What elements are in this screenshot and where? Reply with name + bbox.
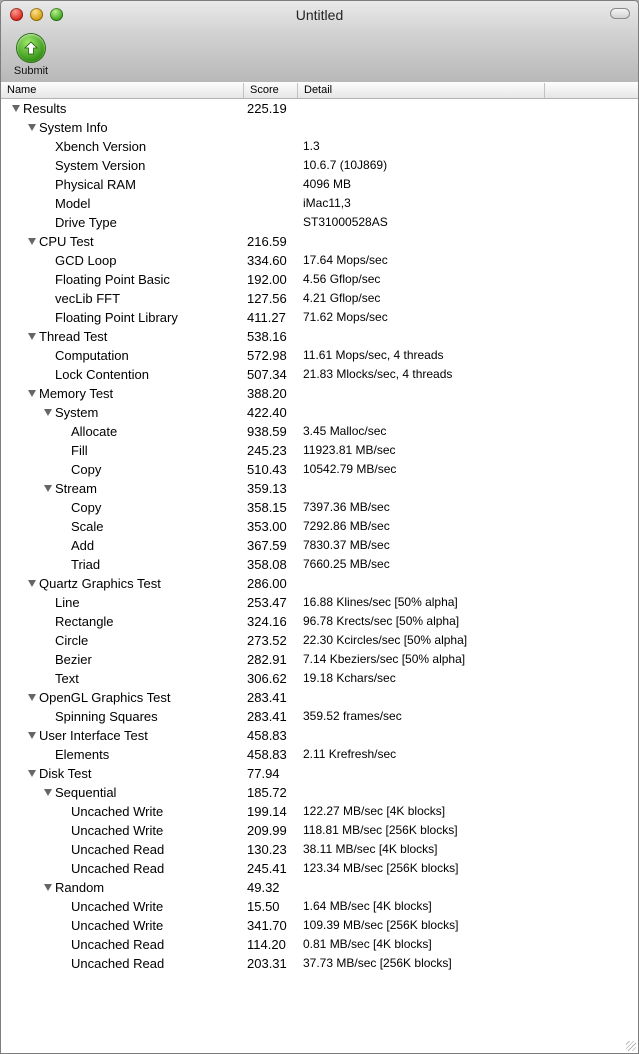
row-name: System Info: [39, 120, 108, 135]
row-name: Floating Point Basic: [55, 272, 170, 287]
row-score: 422.40: [247, 405, 287, 420]
table-row[interactable]: [1, 498, 623, 517]
row-score: 334.60: [247, 253, 287, 268]
row-name: Thread Test: [39, 329, 108, 344]
row-detail: 10.6.7 (10J869): [303, 158, 388, 172]
row-score: 77.94: [247, 766, 280, 781]
row-score: 15.50: [247, 899, 280, 914]
row-name: Bezier: [55, 652, 92, 667]
table-row[interactable]: [1, 878, 623, 897]
row-score: 411.27: [247, 310, 286, 325]
table-row[interactable]: [1, 612, 623, 631]
table-row[interactable]: [1, 593, 623, 612]
row-score: 938.59: [247, 424, 287, 439]
row-detail: 11.61 Mops/sec, 4 threads: [303, 348, 444, 362]
row-score: 359.13: [247, 481, 287, 496]
row-detail: 4.21 Gflop/sec: [303, 291, 381, 305]
row-name: Drive Type: [55, 215, 117, 230]
scroll-area-edge: [623, 99, 638, 1053]
row-detail: 19.18 Kchars/sec: [303, 671, 396, 685]
disclosure-triangle-icon[interactable]: [28, 238, 36, 245]
row-detail: 22.30 Kcircles/sec [50% alpha]: [303, 633, 468, 647]
row-score: 324.16: [247, 614, 287, 629]
table-row[interactable]: [1, 821, 623, 840]
row-detail: 123.34 MB/sec [256K blocks]: [303, 861, 459, 875]
table-row[interactable]: [1, 403, 623, 422]
row-name: User Interface Test: [39, 728, 148, 743]
row-name: Floating Point Library: [55, 310, 178, 325]
window-title: Untitled: [295, 7, 344, 23]
row-detail: 96.78 Krects/sec [50% alpha]: [303, 614, 460, 628]
row-name: Spinning Squares: [55, 709, 158, 724]
row-detail: 1.3: [303, 139, 320, 153]
table-row[interactable]: [1, 726, 623, 745]
row-score: 388.20: [247, 386, 287, 401]
table-row[interactable]: [1, 631, 623, 650]
table-row[interactable]: [1, 802, 623, 821]
row-score: 209.99: [247, 823, 287, 838]
resize-grip-icon[interactable]: [626, 1041, 636, 1051]
column-header-detail-label: Detail: [304, 84, 333, 96]
disclosure-triangle-icon[interactable]: [44, 789, 52, 796]
row-name: Disk Test: [39, 766, 92, 781]
row-detail: 7397.36 MB/sec: [303, 500, 390, 514]
row-score: 283.41: [247, 709, 287, 724]
disclosure-triangle-icon[interactable]: [28, 732, 36, 739]
row-score: 367.59: [247, 538, 287, 553]
row-name: Allocate: [71, 424, 118, 439]
row-score: 114.20: [247, 937, 286, 952]
row-name: Circle: [55, 633, 89, 648]
row-detail: 37.73 MB/sec [256K blocks]: [303, 956, 452, 970]
row-name: Text: [55, 671, 79, 686]
table-row[interactable]: [1, 137, 623, 156]
row-score: 253.47: [247, 595, 287, 610]
row-detail: 0.81 MB/sec [4K blocks]: [303, 937, 432, 951]
table-row[interactable]: [1, 954, 623, 973]
disclosure-triangle-icon[interactable]: [44, 409, 52, 416]
table-row[interactable]: [1, 99, 623, 118]
row-detail: 7292.86 MB/sec: [303, 519, 390, 533]
row-detail: 7.14 Kbeziers/sec [50% alpha]: [303, 652, 466, 666]
table-row[interactable]: [1, 460, 623, 479]
table-row[interactable]: [1, 213, 623, 232]
row-detail: 359.52 frames/sec: [303, 709, 402, 723]
table-row[interactable]: [1, 441, 623, 460]
table-row[interactable]: [1, 422, 623, 441]
row-name: Stream: [55, 481, 97, 496]
disclosure-triangle-icon[interactable]: [28, 694, 36, 701]
column-header-name-label: Name: [7, 84, 37, 96]
row-name: Elements: [55, 747, 110, 762]
row-score: 458.83: [247, 747, 287, 762]
table-row[interactable]: [1, 365, 623, 384]
row-name: vecLib FFT: [55, 291, 121, 306]
submit-button[interactable]: [10, 34, 52, 77]
row-score: 358.15: [247, 500, 287, 515]
disclosure-triangle-icon[interactable]: [44, 884, 52, 891]
row-name: Results: [23, 101, 67, 116]
row-name: Rectangle: [55, 614, 114, 629]
row-detail: 3.45 Malloc/sec: [303, 424, 387, 438]
row-detail: 7830.37 MB/sec: [303, 538, 390, 552]
row-detail: 1.64 MB/sec [4K blocks]: [303, 899, 432, 913]
row-detail: 4096 MB: [303, 177, 352, 191]
row-name: Uncached Read: [71, 861, 165, 876]
row-score: 216.59: [247, 234, 287, 249]
row-name: System: [55, 405, 99, 420]
disclosure-triangle-icon[interactable]: [28, 390, 36, 397]
row-detail: 7660.25 MB/sec: [303, 557, 390, 571]
row-name: Physical RAM: [55, 177, 136, 192]
column-header: [1, 82, 638, 99]
table-row[interactable]: [1, 916, 623, 935]
disclosure-triangle-icon[interactable]: [28, 124, 36, 131]
row-detail: ST31000528AS: [303, 215, 388, 229]
row-detail: 38.11 MB/sec [4K blocks]: [303, 842, 438, 856]
table-row[interactable]: [1, 118, 623, 137]
table-row[interactable]: [1, 536, 623, 555]
disclosure-triangle-icon[interactable]: [28, 770, 36, 777]
table-row[interactable]: [1, 156, 623, 175]
row-name: Xbench Version: [55, 139, 147, 154]
row-score: 341.70: [247, 918, 287, 933]
table-row[interactable]: [1, 707, 623, 726]
row-name: OpenGL Graphics Test: [39, 690, 171, 705]
row-name: Random: [55, 880, 105, 895]
title-bar[interactable]: [1, 1, 638, 83]
table-row[interactable]: [1, 574, 623, 593]
row-name: Add: [71, 538, 95, 553]
row-name: Uncached Write: [71, 918, 164, 933]
row-name: Quartz Graphics Test: [39, 576, 161, 591]
row-score: 458.83: [247, 728, 287, 743]
row-detail: 118.81 MB/sec [256K blocks]: [303, 823, 458, 837]
table-row[interactable]: [1, 669, 623, 688]
table-row[interactable]: [1, 270, 623, 289]
row-score: 245.23: [247, 443, 287, 458]
disclosure-triangle-icon[interactable]: [28, 333, 36, 340]
row-name: Memory Test: [39, 386, 114, 401]
row-score: 225.19: [247, 101, 287, 116]
row-score: 273.52: [247, 633, 287, 648]
row-score: 306.62: [247, 671, 287, 686]
row-score: 199.14: [247, 804, 287, 819]
row-score: 130.23: [247, 842, 287, 857]
column-header-name[interactable]: [1, 83, 244, 98]
row-score: 245.41: [247, 861, 287, 876]
row-detail: 109.39 MB/sec [256K blocks]: [303, 918, 459, 932]
table-row[interactable]: [1, 517, 623, 536]
table-row[interactable]: [1, 384, 623, 403]
row-score: 185.72: [247, 785, 287, 800]
toolbar-toggle-button[interactable]: [610, 8, 630, 19]
column-header-detail[interactable]: [298, 83, 545, 98]
row-detail: 2.11 Krefresh/sec: [303, 747, 397, 761]
row-score: 572.98: [247, 348, 287, 363]
disclosure-triangle-icon[interactable]: [12, 105, 20, 112]
table-row[interactable]: [1, 783, 623, 802]
row-score: 538.16: [247, 329, 287, 344]
table-row[interactable]: [1, 346, 623, 365]
column-header-score[interactable]: [244, 83, 298, 98]
row-detail: iMac11,3: [303, 196, 351, 210]
table-row[interactable]: [1, 859, 623, 878]
row-score: 203.31: [247, 956, 287, 971]
row-name: Uncached Write: [71, 823, 164, 838]
row-detail: 21.83 Mlocks/sec, 4 threads: [303, 367, 453, 381]
row-score: 283.41: [247, 690, 287, 705]
row-name: Uncached Write: [71, 899, 164, 914]
table-row[interactable]: [1, 897, 623, 916]
row-name: Uncached Read: [71, 956, 165, 971]
row-score: 127.56: [247, 291, 287, 306]
row-score: 358.08: [247, 557, 287, 572]
column-header-score-label: Score: [250, 84, 279, 96]
row-name: Fill: [71, 443, 88, 458]
table-row[interactable]: [1, 650, 623, 669]
row-name: Uncached Write: [71, 804, 164, 819]
table-row[interactable]: [1, 764, 623, 783]
row-detail: 11923.81 MB/sec: [303, 443, 396, 457]
row-detail: 17.64 Mops/sec: [303, 253, 388, 267]
row-score: 353.00: [247, 519, 287, 534]
table-row[interactable]: [1, 745, 623, 764]
table-row[interactable]: [1, 688, 623, 707]
table-row[interactable]: [1, 232, 623, 251]
table-row[interactable]: [1, 194, 623, 213]
row-score: 507.34: [247, 367, 287, 382]
row-score: 282.91: [247, 652, 287, 667]
row-score: 510.43: [247, 462, 287, 477]
table-row[interactable]: [1, 251, 623, 270]
row-score: 286.00: [247, 576, 287, 591]
table-row[interactable]: [1, 308, 623, 327]
row-name: Uncached Read: [71, 842, 165, 857]
row-name: Scale: [71, 519, 104, 534]
row-name: Copy: [71, 462, 102, 477]
row-score: 192.00: [247, 272, 287, 287]
row-name: Uncached Read: [71, 937, 165, 952]
row-name: GCD Loop: [55, 253, 117, 268]
submit-arrow-icon: [17, 34, 45, 62]
row-score: 49.32: [247, 880, 280, 895]
row-name: System Version: [55, 158, 146, 173]
row-detail: 122.27 MB/sec [4K blocks]: [303, 804, 446, 818]
row-name: Lock Contention: [55, 367, 149, 382]
row-detail: 10542.79 MB/sec: [303, 462, 397, 476]
disclosure-triangle-icon[interactable]: [28, 580, 36, 587]
table-row[interactable]: [1, 479, 623, 498]
results-outline[interactable]: [1, 99, 624, 1053]
table-row[interactable]: [1, 289, 623, 308]
row-name: Model: [55, 196, 91, 211]
row-detail: 71.62 Mops/sec: [303, 310, 388, 324]
row-name: CPU Test: [39, 234, 94, 249]
row-name: Sequential: [55, 785, 117, 800]
table-row[interactable]: [1, 175, 623, 194]
row-name: Line: [55, 595, 80, 610]
table-row[interactable]: [1, 327, 623, 346]
table-row[interactable]: [1, 935, 623, 954]
row-detail: 16.88 Klines/sec [50% alpha]: [303, 595, 458, 609]
table-row[interactable]: [1, 840, 623, 859]
row-name: Computation: [55, 348, 129, 363]
table-row[interactable]: [1, 555, 623, 574]
row-name: Triad: [71, 557, 101, 572]
submit-label: Submit: [13, 65, 49, 77]
row-detail: 4.56 Gflop/sec: [303, 272, 381, 286]
disclosure-triangle-icon[interactable]: [44, 485, 52, 492]
row-name: Copy: [71, 500, 102, 515]
